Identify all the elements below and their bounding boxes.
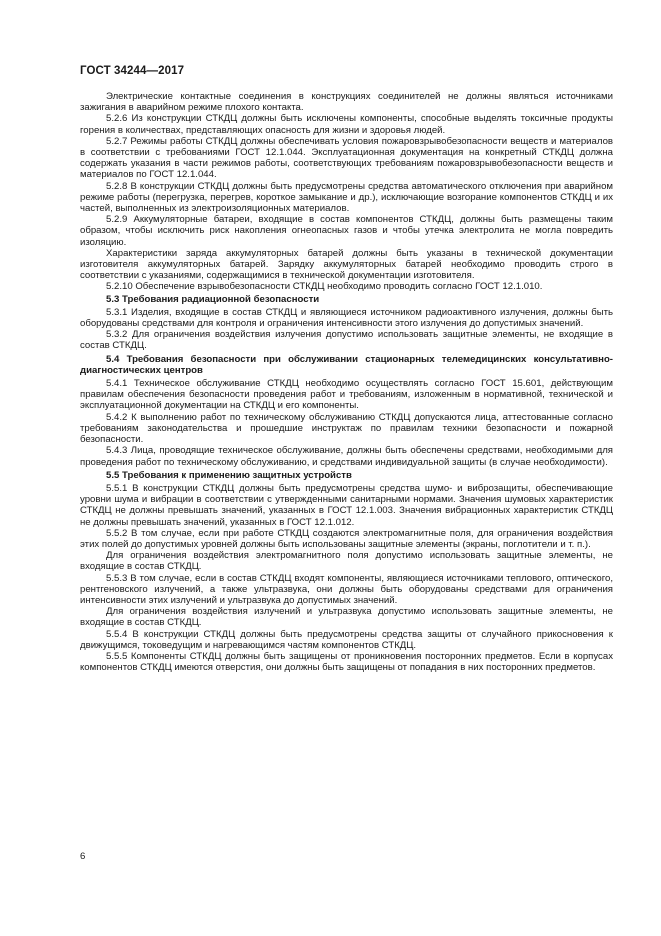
page-number: 6 bbox=[80, 851, 86, 862]
paragraph: 5.5.4 В конструкции СТКДЦ должны быть предусмотрены средства защиты от случайного прикосновения к движущимся, токоведущим и нагревающимся частям компонентов СТКДЦ. bbox=[80, 628, 613, 651]
paragraph: 5.5.3 В том случае, если в состав СТКДЦ входят компоненты, являющиеся источниками теплового, оптического, рентгеновского излучений, а также ультразвука, они должны быть оборудованы средствами для ограничения интенсивности этих излучений и ультразвука до допустимых значений. bbox=[80, 572, 613, 606]
paragraph: 5.3.2 Для ограничения воздействия излучения допустимо использовать защитные элементы, не входящие в состав СТКДЦ. bbox=[80, 329, 613, 352]
paragraph: 5.2.7 Режимы работы СТКДЦ должны обеспечивать условия пожаровзрывобезопасности веществ и материалов в соответствии с требованиями ГОСТ 12.1.044. Эксплуатационная документация на конкретный СТКДЦ должна содержать указания в части режимов работы, соответствующих требованиям пожаровзрывобезопасности веществ и материалов по ГОСТ 12.1.044. bbox=[80, 135, 613, 181]
paragraph: Электрические контактные соединения в конструкциях соединителей не должны являться источниками зажигания в аварийном режиме плохого контакта. bbox=[80, 91, 613, 114]
document-header: ГОСТ 34244—2017 bbox=[80, 65, 185, 77]
paragraph: Для ограничения воздействия излучений и ультразвука допустимо использовать защитные элементы, не входящие в состав СТКДЦ. bbox=[80, 606, 613, 629]
document-body bbox=[80, 91, 613, 673]
paragraph: Для ограничения воздействия электромагнитного поля допустимо использовать защитные элементы, не входящие в состав СТКДЦ. bbox=[80, 550, 613, 573]
section-heading: 5.4 Требования безопасности при обслуживании стационарных телемедицинских консультативно-диагностических центров bbox=[80, 353, 613, 376]
paragraph: 5.3.1 Изделия, входящие в состав СТКДЦ и являющиеся источником радиоактивного излучения, должны быть оборудованы средствами для контроля и ограничения интенсивности этого излучения до допустимых значений. bbox=[80, 306, 613, 330]
paragraph: 5.2.6 Из конструкции СТКДЦ должны быть исключены компоненты, способные выделять токсичные продукты горения в количествах, представляющих опасность для жизни и здоровья людей. bbox=[80, 113, 613, 136]
paragraph: Характеристики заряда аккумуляторных батарей должны быть указаны в технической документации изготовителя аккумуляторных батарей. Зарядку аккумуляторных батарей необходимо проводить строго в соответствии с указаниями, содержащимися в технической документации изготовителя. bbox=[80, 247, 613, 282]
paragraph: 5.4.3 Лица, проводящие техническое обслуживание, должны быть обеспечены средствами, необходимыми для проведения работ по техническому обслуживанию, и средствами индивидуальной защиты (в случае необходимости). bbox=[80, 445, 613, 468]
paragraph: 5.5.1 В конструкции СТКДЦ должны быть предусмотрены средства шумо- и виброзащиты, обеспечивающие уровни шума и вибрации в соответствии с утвержденными санитарными нормами. Значения шумовых характеристик СТКДЦ не должны превышать значений, указанных в ГОСТ 12.1.003. Значения вибрационных характеристик СТКДЦ не должны превышать значений, указанных в ГОСТ 12.1.012. bbox=[80, 482, 613, 528]
paragraph: 5.2.8 В конструкции СТКДЦ должны быть предусмотрены средства автоматического отключения при аварийном режиме работы (перегрузка, перегрев, короткое замыкание и др.), исключающие возгорание компонентов СТКДЦ и их частей, выполненных из электроизоляционных материалов. bbox=[80, 180, 613, 215]
paragraph: 5.2.10 Обеспечение взрывобезопасности СТКДЦ необходимо проводить согласно ГОСТ 12.1.010. bbox=[106, 281, 543, 293]
paragraph: 5.2.9 Аккумуляторные батареи, входящие в состав компонентов СТКДЦ, должны быть размещены таким образом, чтобы исключить риск накопления огнеопасных газов и чтобы утечка электролита не могла повредить изоляцию. bbox=[80, 214, 613, 248]
paragraph: 5.5.2 В том случае, если при работе СТКДЦ создаются электромагнитные поля, для ограничения воздействия этих полей до допустимых уровней должны быть использованы защитные элементы (экраны, поглотители и т. п.). bbox=[80, 527, 613, 550]
section-heading: 5.5 Требования к применению защитных устройств bbox=[106, 469, 352, 481]
paragraph: 5.4.2 К выполнению работ по техническому обслуживанию СТКДЦ допускаются лица, аттестованные согласно требованиям законодательства и прошедшие инструктаж по правилам техники безопасности и пожарной безопасности. bbox=[80, 411, 613, 446]
paragraph: 5.4.1 Техническое обслуживание СТКДЦ необходимо осуществлять согласно ГОСТ 15.601, действующим правилам обеспечения безопасности проведения работ и требованиям, изложенным в нормативной, технической и эксплуатационной документации на СТКДЦ и его компоненты. bbox=[80, 378, 613, 412]
paragraph: 5.5.5 Компоненты СТКДЦ должны быть защищены от проникновения посторонних предметов. Если в корпусах компонентов СТКДЦ имеются отверстия, они должны быть защищены от попадания в них посторонних предметов. bbox=[80, 650, 613, 674]
section-heading: 5.3 Требования радиационной безопасности bbox=[106, 293, 320, 305]
